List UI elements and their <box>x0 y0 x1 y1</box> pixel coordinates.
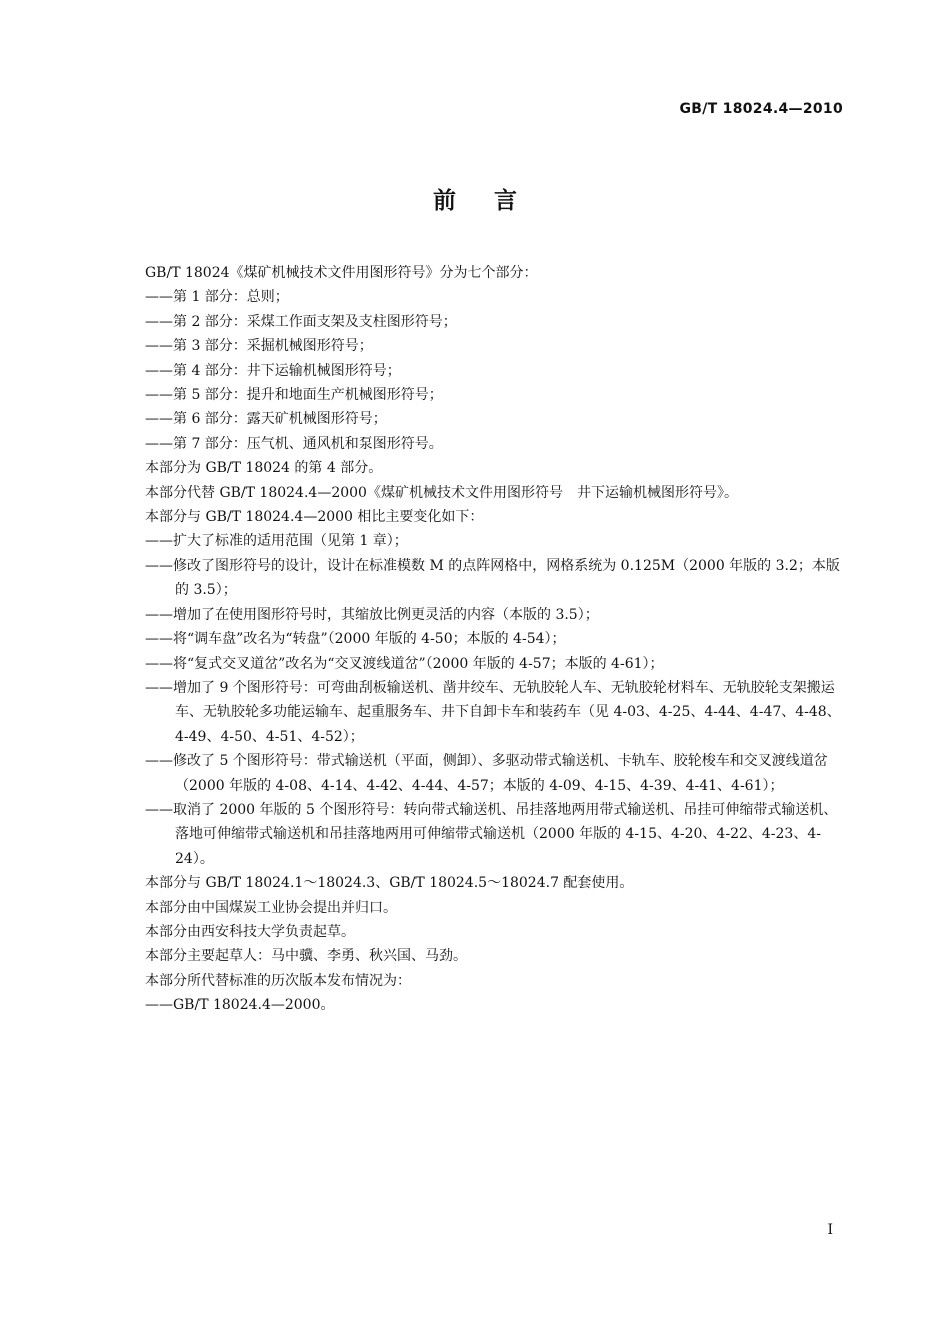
paragraph-replaces: 本部分代替 GB/T 18024.4—2000《煤矿机械技术文件用图形符号 井下运输机械图形符号》。 <box>145 484 738 501</box>
list-item-history: ——GB/T 18024.4—2000。 <box>145 997 335 1014</box>
page-number: I <box>827 1222 833 1238</box>
paragraph-history-intro: 本部分所代替标准的历次版本发布情况为： <box>145 972 411 989</box>
list-item-part-5: ——第 5 部分：提升和地面生产机械图形符号； <box>145 387 443 404</box>
list-item-part-7: ——第 7 部分：压气机、通风机和泵图形符号。 <box>145 435 443 452</box>
list-item-change-scaling: ——增加了在使用图形符号时，其缩放比例更灵活的内容（本版的 3.5）； <box>145 606 599 623</box>
list-item-change-removed: ——取消了 2000 年版的 5 个图形符号：转向带式输送机、吊挂落地两用带式输送机、吊挂可伸缩带式输送机、落地可伸缩带式输送机和吊挂落地两用可伸缩带式输送机（2000 年版的 4-15、4-20、4-22、4-23、4-24）。 <box>145 801 838 867</box>
list-item-change-rename-1: ——将“调车盘”改名为“转盘”（2000 年版的 4-50；本版的 4-54）； <box>145 631 566 648</box>
paragraph-proposed-by: 本部分由中国煤炭工业协会提出并归口。 <box>145 899 397 916</box>
paragraph-drafters: 本部分主要起草人：马中骥、李勇、秋兴国、马劲。 <box>145 948 467 965</box>
page-title: 前言 <box>433 188 555 214</box>
list-item-part-1: ——第 1 部分：总则； <box>145 289 289 306</box>
paragraph-changes-intro: 本部分与 GB/T 18024.4—2000 相比主要变化如下： <box>145 509 484 526</box>
paragraph-used-with: 本部分与 GB/T 18024.1～18024.3、GB/T 18024.5～18024.7 配套使用。 <box>145 875 634 892</box>
list-item-part-3: ——第 3 部分：采掘机械图形符号； <box>145 338 373 355</box>
list-item-change-rename-2: ——将“复式交叉道岔”改名为“交叉渡线道岔”（2000 年版的 4-57；本版的 4-61）； <box>145 655 664 672</box>
list-item-part-2: ——第 2 部分：采煤工作面支架及支柱图形符号； <box>145 313 457 330</box>
list-item-change-scope: ——扩大了标准的适用范围（见第 1 章）； <box>145 533 408 550</box>
list-item-change-design: ——修改了图形符号的设计，设计在标准模数 M 的点阵网格中，网格系统为 0.125M（2000 年版的 3.2；本版的 3.5）； <box>145 557 840 599</box>
paragraph-intro: GB/T 18024《煤矿机械技术文件用图形符号》分为七个部分： <box>145 265 538 281</box>
list-item-change-added: ——增加了 9 个图形符号：可弯曲刮板输送机、凿井绞车、无轨胶轮人车、无轨胶轮材料车、无轨胶轮支架搬运车、无轨胶轮多功能运输车、起重服务车、井下自卸卡车和装药车（见 4-03、4-25、4-44、4-47、4-48、4-49、4-50、4-51、4-52）； <box>145 679 841 745</box>
paragraph-drafted-by: 本部分由西安科技大学负责起草。 <box>145 923 355 940</box>
standard-code-header: GB/T 18024.4—2010 <box>679 101 843 117</box>
foreword-body <box>145 261 845 1018</box>
list-item-part-4: ——第 4 部分：井下运输机械图形符号； <box>145 362 401 379</box>
paragraph-part-statement: 本部分为 GB/T 18024 的第 4 部分。 <box>145 460 383 477</box>
list-item-change-modified: ——修改了 5 个图形符号：带式输送机（平面，侧卸）、多驱动带式输送机、卡轨车、胶轮梭车和交叉渡线道岔（2000 年版的 4-08、4-14、4-42、4-44、4-57；本版的 4-09、4-15、4-39、4-41、4-61）； <box>145 753 828 794</box>
list-item-part-6: ——第 6 部分：露天矿机械图形符号； <box>145 411 387 428</box>
